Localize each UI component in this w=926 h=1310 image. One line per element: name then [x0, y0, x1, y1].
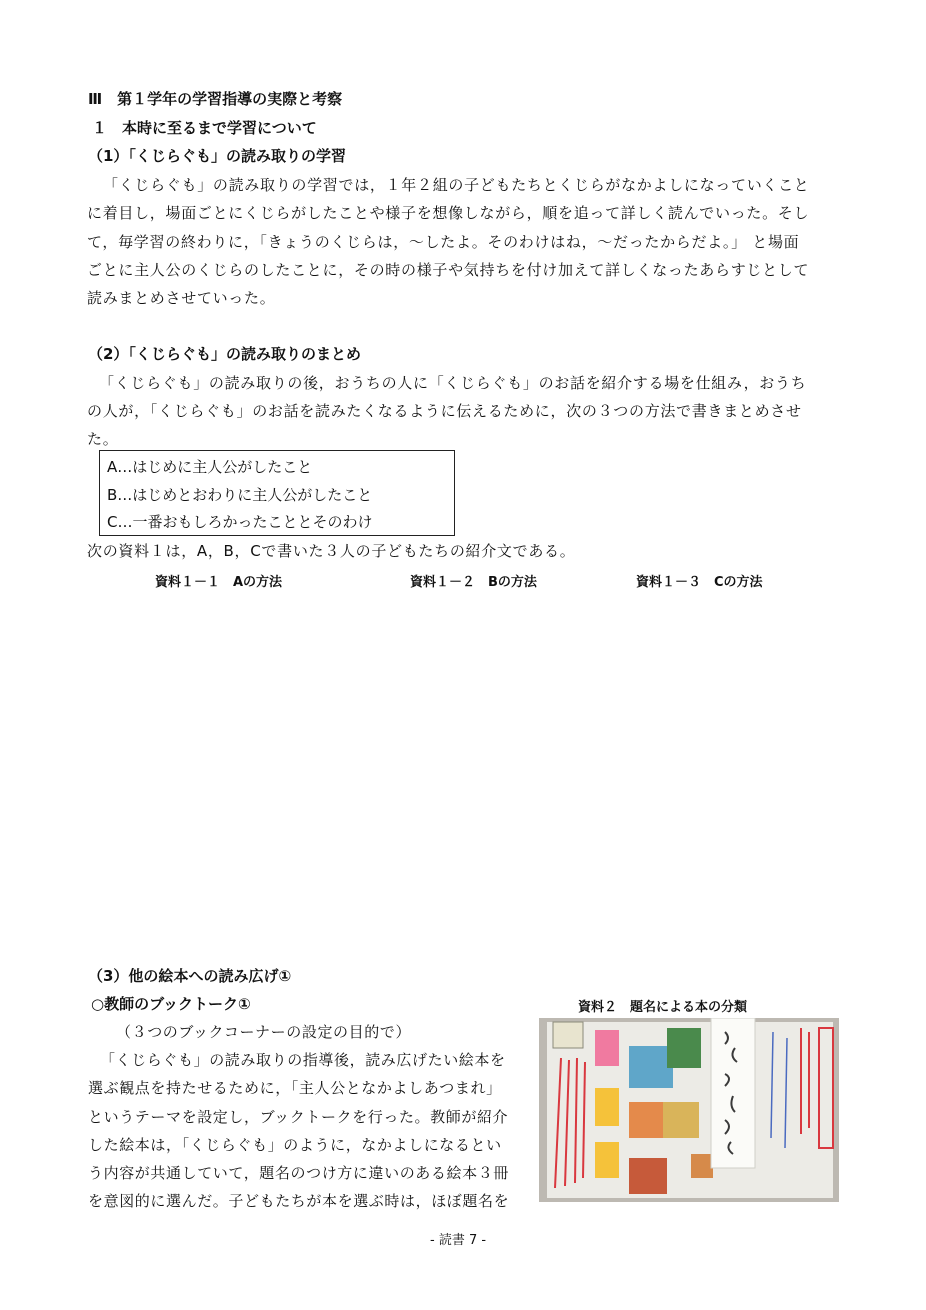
paragraph-line: に着目し，場面ごとにくじらがしたことや様子を想像しながら，順を追って詳しく読んでいった。そし — [87, 204, 810, 222]
caption-1-1: 資料１－１ Aの方法 — [155, 575, 283, 590]
page-footer: - 読書 7 - — [430, 1233, 487, 1248]
method-c: C…一番おもしろかったこととそのわけ — [107, 513, 373, 531]
paragraph-line: 次の資料１は，A，B，Cで書いた３人の子どもたちの紹介文である。 — [87, 542, 576, 560]
part3-heading: （3）他の絵本への読み広げ① — [88, 967, 292, 985]
part2-heading: （2）「くじらぐも」の読み取りのまとめ — [88, 345, 361, 363]
purpose-note: （３つのブックコーナーの設定の目的で） — [116, 1023, 412, 1041]
paragraph-line: 「くじらぐも」の読み取りの後，おうちの人に「くじらぐも」のお話を紹介する場を仕組み，おうち — [99, 374, 807, 392]
subsection-title: １ 本時に至るまで学習について — [92, 119, 317, 137]
section-title: Ⅲ 第１学年の学習指導の実際と考察 — [88, 90, 343, 108]
methods-box — [99, 450, 455, 536]
paragraph-line: 「くじらぐも」の読み取りの学習では，１年２組の子どもたちとくじらがなかよしになっていくこと — [103, 176, 810, 194]
paragraph-line: というテーマを設定し，ブックトークを行った。教師が紹介 — [88, 1108, 509, 1126]
paragraph-line: 読みまとめさせていった。 — [87, 289, 276, 307]
caption-1-3: 資料１－３ Cの方法 — [636, 575, 763, 590]
method-a: A…はじめに主人公がしたこと — [107, 458, 313, 476]
photo-caption: 資料２ 題名による本の分類 — [578, 1000, 748, 1015]
method-b: B…はじめとおわりに主人公がしたこと — [107, 486, 373, 504]
paragraph-line: た。 — [87, 430, 119, 448]
paragraph-line: した絵本は，「くじらぐも」のように，なかよしになるとい — [88, 1136, 502, 1154]
paragraph-line: を意図的に選んだ。子どもたちが本を選ぶ時は，ほぼ題名を — [88, 1192, 510, 1210]
part1-heading: （1）「くじらぐも」の読み取りの学習 — [88, 147, 346, 165]
book-classification-photo — [539, 1018, 839, 1202]
paragraph-line: う内容が共通していて，題名のつけ方に違いのある絵本３冊 — [88, 1164, 509, 1182]
caption-1-2: 資料１－２ Bの方法 — [410, 575, 537, 590]
paragraph-line: ごとに主人公のくじらのしたことに，その時の様子や気持ちを付け加えて詳しくなったあらすじとして — [87, 261, 810, 279]
poster-illustration — [539, 1018, 839, 1202]
paragraph-line: 選ぶ観点を持たせるために，「主人公となかよしあつまれ」 — [88, 1079, 502, 1097]
part3-subheading: ○教師のブックトーク① — [91, 995, 251, 1013]
paragraph-line: 「くじらぐも」の読み取りの指導後，読み広げたい絵本を — [100, 1051, 506, 1069]
paragraph-line: の人が，「くじらぐも」のお話を読みたくなるように伝えるために，次の３つの方法で書きまとめさせ — [87, 402, 802, 420]
paragraph-line: て，毎学習の終わりに，「きょうのくじらは，～したよ。そのわけはね，～だったからだよ。」 と場面 — [87, 233, 800, 251]
